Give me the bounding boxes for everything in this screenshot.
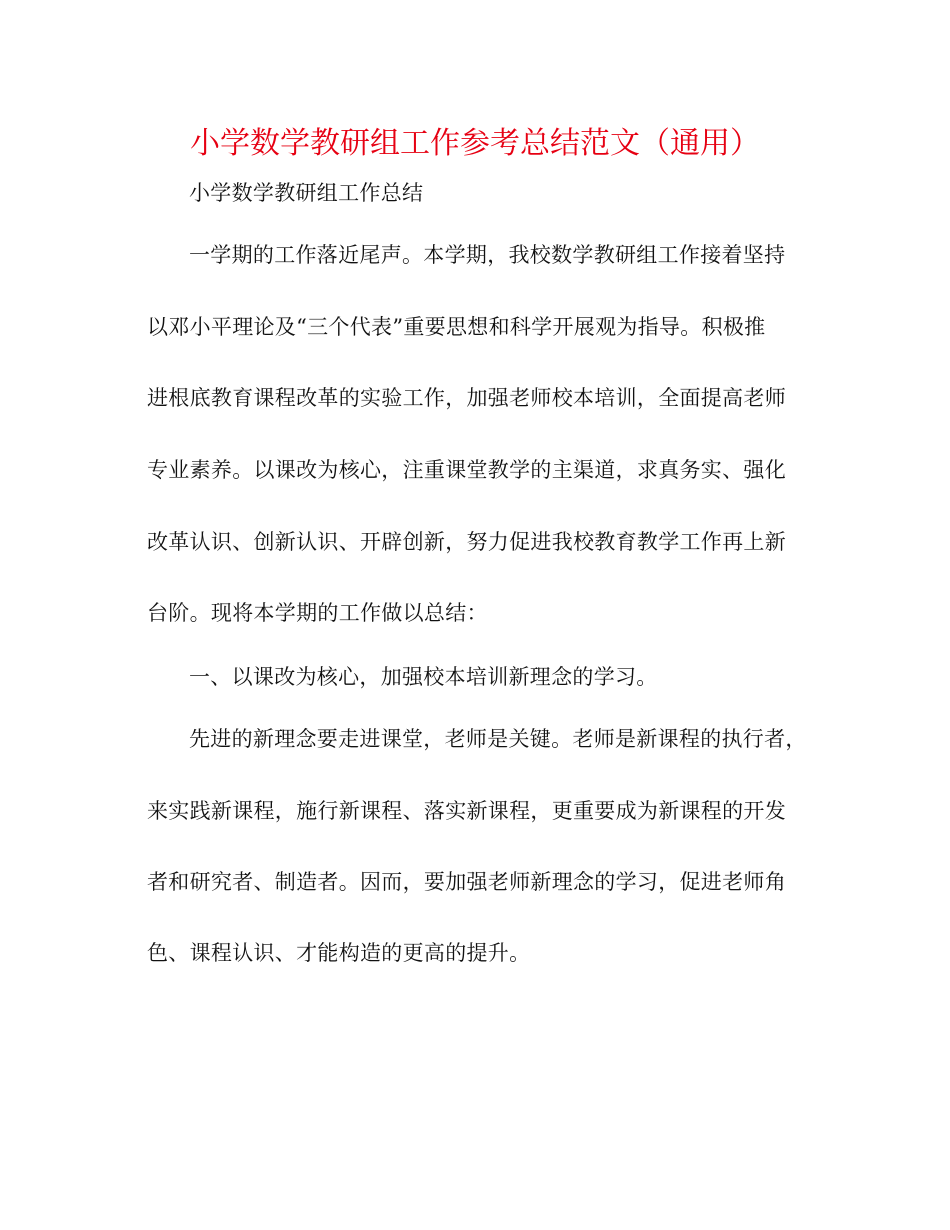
paragraph-line: 来实践新课程，施行新课程、落实新课程，更重要成为新课程的开发 [147, 799, 786, 823]
paragraph-line: 色、课程认识、才能构造的更高的提升。 [147, 941, 531, 965]
paragraph-line: 改革认识、创新认识、开辟创新，努力促进我校教育教学工作再上新 [147, 530, 786, 554]
subtitle-line: 小学数学教研组工作总结 [189, 181, 424, 205]
document-title: 小学数学教研组工作参考总结范文（通用） [190, 126, 760, 161]
paragraph-line: 者和研究者、制造者。因而，要加强老师新理念的学习，促进老师角 [147, 870, 786, 894]
paragraph-line: 一学期的工作落近尾声。本学期，我校数学教研组工作接着坚持 [189, 243, 786, 267]
paragraph-line: 先进的新理念要走进课堂，老师是关键。老师是新课程的执行者， [189, 727, 807, 751]
paragraph-line: 专业素养。以课改为核心，注重课堂教学的主渠道，求真务实、强化 [147, 458, 786, 482]
paragraph-line: 以邓小平理论及“三个代表”重要思想和科学开展观为指导。积极推 [147, 315, 766, 339]
paragraph-line: 台阶。现将本学期的工作做以总结： [147, 601, 488, 625]
section-heading: 一、以课改为核心，加强校本培训新理念的学习。 [189, 665, 658, 689]
paragraph-line: 进根底教育课程改革的实验工作，加强老师校本培训，全面提高老师 [147, 386, 786, 410]
